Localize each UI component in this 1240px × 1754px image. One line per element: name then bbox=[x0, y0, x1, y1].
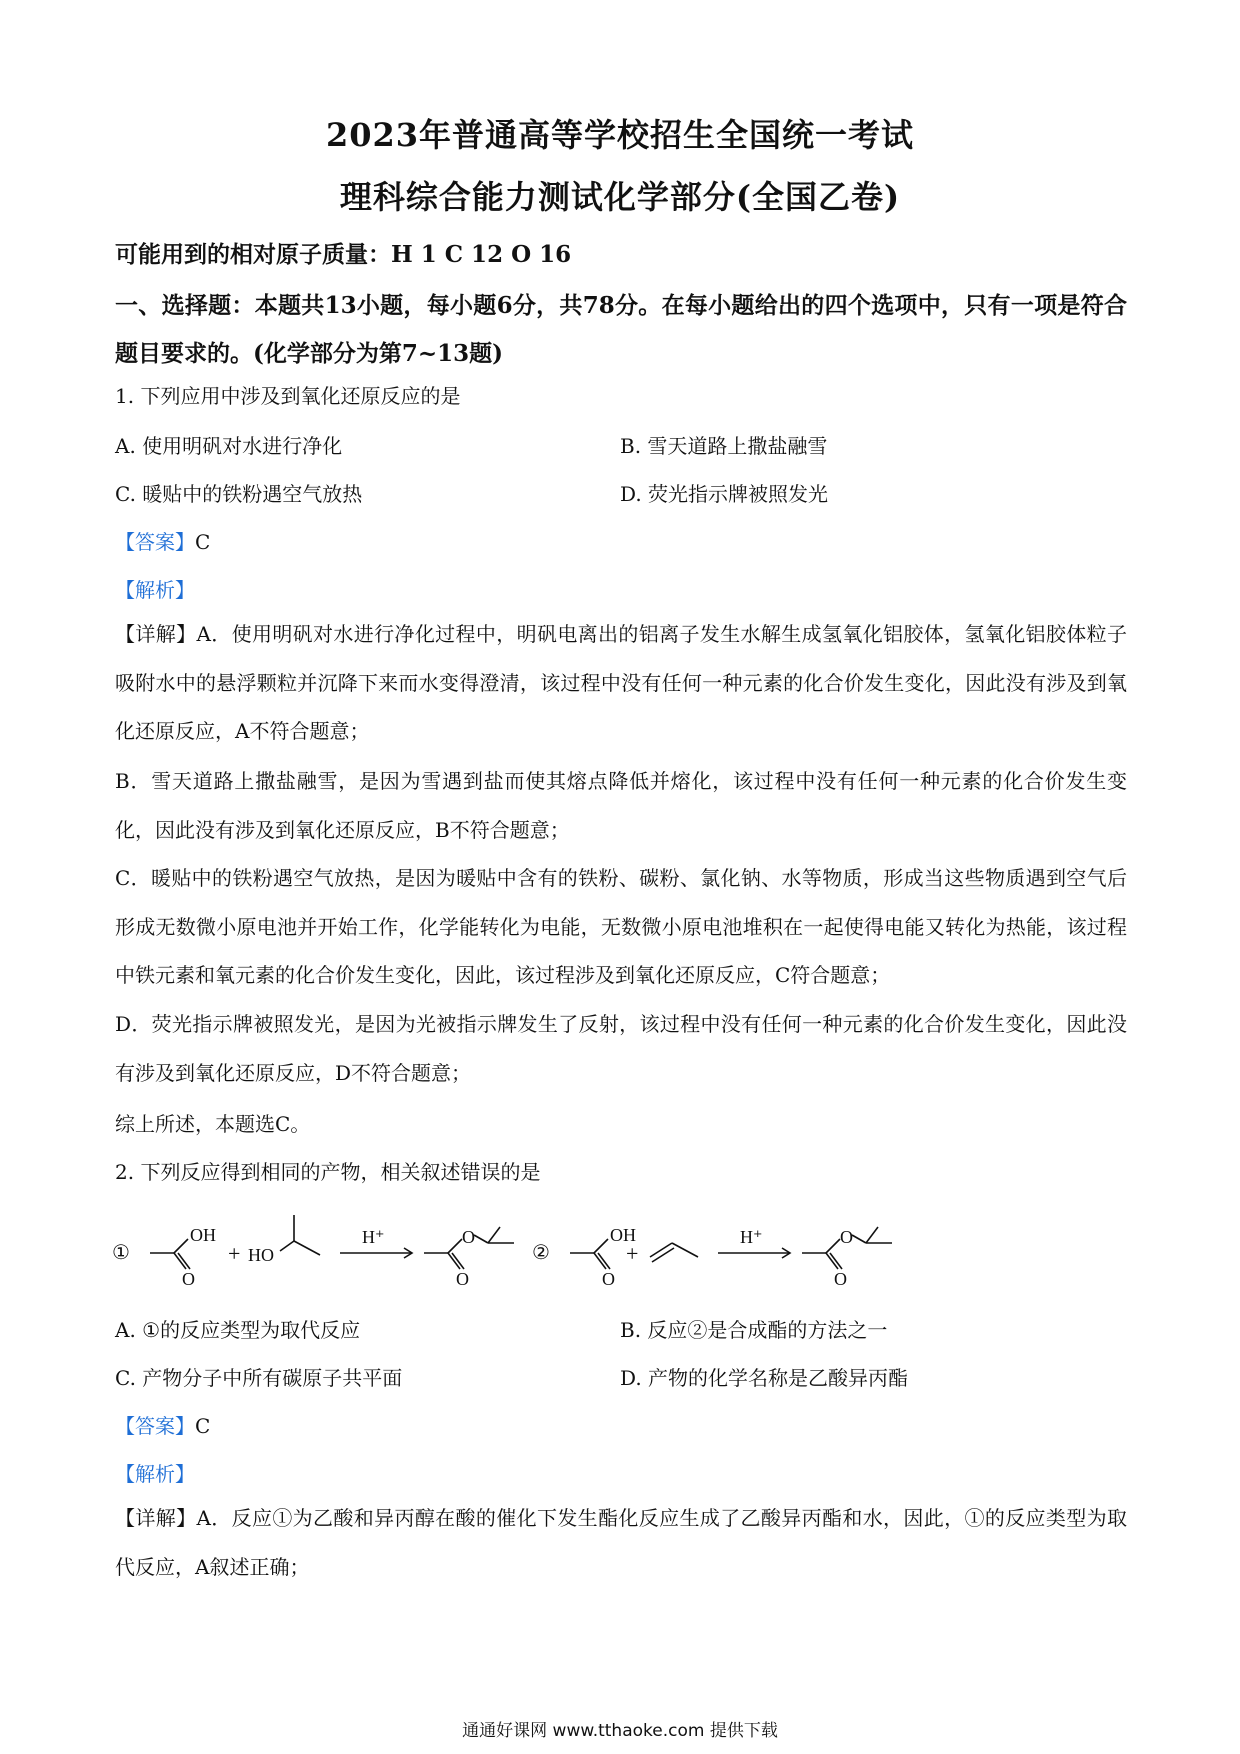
answer-tag-2: 【答案】 bbox=[115, 1414, 195, 1438]
atomic-masses: 可能用到的相对原子质量：H 1 C 12 O 16 bbox=[115, 241, 572, 268]
q1-stem: 1. 下列应用中涉及到氧化还原反应的是 bbox=[115, 384, 461, 408]
acetic-acid-structure-2 bbox=[570, 1239, 610, 1269]
exam-title: 2023年普通高等学校招生全国统一考试 bbox=[325, 116, 915, 154]
q2-option-b: B. 反应②是合成酯的方法之一 bbox=[620, 1318, 888, 1342]
carbonyl-o-label-1: O bbox=[456, 1269, 469, 1289]
q2-option-c: C. 产物分子中所有碳原子共平面 bbox=[115, 1366, 403, 1390]
detail-tag: 【详解】 bbox=[115, 622, 197, 646]
q2-analysis-tag bbox=[115, 1458, 195, 1487]
detail-a-text: A．使用明矾对水进行净化过程中，明矾电离出的铝离子发生水解生成氢氧化铝胶体，氢氧化铝胶体粒子吸附水中的悬浮颗粒并沉降下来而水变得澄清，该过程中没有任何一种元素的化合价发生变化，因此没有涉及到氧化还原反应，A不符合题意； bbox=[115, 622, 1127, 743]
q1-detail-c: C．暖贴中的铁粉遇空气放热，是因为暖贴中含有的铁粉、碳粉、氯化钠、水等物质，形成当这些物质遇到空气后形成无数微小原电池并开始工作，化学能转化为电能，无数微小原电池堆积在一起使得电能又转化为热能，该过程中铁元素和氧元素的化合价发生变化，因此，该过程涉及到氧化还原反应，C符合题意； bbox=[115, 866, 1127, 987]
plus-sign-2: + bbox=[626, 1241, 639, 1266]
q1-summary: 综上所述，本题选C。 bbox=[115, 1112, 311, 1136]
q2-option-d: D. 产物的化学名称是乙酸异丙酯 bbox=[620, 1366, 909, 1390]
section-heading: 一、选择题：本题共13小题，每小题6分，共78分。在每小题给出的四个选项中，只有一项是符合题目要求的。(化学部分为第7~13题) bbox=[115, 292, 1127, 367]
carbonyl-o-label-2: O bbox=[834, 1269, 847, 1289]
plus-sign-1: + bbox=[228, 1241, 241, 1266]
answer-value: C bbox=[195, 530, 211, 554]
reaction-2-label: ② bbox=[532, 1242, 550, 1264]
q1-detail-a bbox=[115, 610, 1127, 756]
q1-analysis-tag bbox=[115, 574, 195, 603]
acetic-acid-structure bbox=[150, 1239, 190, 1269]
q1-answer bbox=[115, 526, 210, 555]
q1-detail-d: D．荧光指示牌被照发光，是因为光被指示牌发生了反射，该过程中没有任何一种元素的化合价发生变化，因此没有涉及到氧化还原反应，D不符合题意； bbox=[115, 1012, 1127, 1085]
oh-label-2: OH bbox=[610, 1225, 636, 1245]
propene-structure bbox=[650, 1243, 698, 1262]
arrow-2 bbox=[718, 1248, 790, 1258]
reaction-scheme bbox=[112, 1215, 1012, 1305]
o-label-1: O bbox=[182, 1269, 195, 1289]
page-footer: 通通好课网 www.tthaoke.com 提供下载 bbox=[462, 1721, 778, 1741]
isopropanol-structure bbox=[280, 1215, 320, 1255]
q1-detail-b: B．雪天道路上撒盐融雪，是因为雪遇到盐而使其熔点降低并熔化，该过程中没有任何一种元素的化合价发生变化，因此没有涉及到氧化还原反应，B不符合题意； bbox=[115, 769, 1127, 842]
analysis-tag-2: 【解析】 bbox=[115, 1462, 195, 1486]
arrow-1 bbox=[340, 1248, 412, 1258]
detail-a-text-2: A．反应①为乙酸和异丙醇在酸的催化下发生酯化反应生成了乙酸异丙酯和水，因此，①的反应类型为取代反应，A叙述正确； bbox=[115, 1506, 1127, 1579]
q1-option-a: A. 使用明矾对水进行净化 bbox=[115, 434, 343, 458]
q1-option-c: C. 暖贴中的铁粉遇空气放热 bbox=[115, 482, 363, 506]
q2-answer bbox=[115, 1410, 210, 1439]
q1-option-d: D. 荧光指示牌被照发光 bbox=[620, 482, 829, 506]
answer-tag: 【答案】 bbox=[115, 530, 195, 554]
answer-value-2: C bbox=[195, 1414, 211, 1438]
detail-tag-2: 【详解】 bbox=[115, 1506, 197, 1530]
exam-subtitle: 理科综合能力测试化学部分(全国乙卷) bbox=[339, 178, 901, 216]
ester-o-label-2: O bbox=[840, 1227, 853, 1247]
catalyst-label-2: H⁺ bbox=[740, 1227, 763, 1247]
ho-label: HO bbox=[248, 1245, 274, 1265]
catalyst-label-1: H⁺ bbox=[362, 1227, 385, 1247]
analysis-tag: 【解析】 bbox=[115, 578, 195, 602]
oh-label-1: OH bbox=[190, 1225, 216, 1245]
q1-option-b: B. 雪天道路上撒盐融雪 bbox=[620, 434, 828, 458]
reaction-1-label: ① bbox=[112, 1242, 130, 1264]
q2-stem: 2. 下列反应得到相同的产物，相关叙述错误的是 bbox=[115, 1160, 541, 1184]
q2-option-a: A. ①的反应类型为取代反应 bbox=[115, 1318, 361, 1342]
ester-o-label-1: O bbox=[462, 1227, 475, 1247]
q2-detail-a bbox=[115, 1494, 1127, 1591]
o-label-2: O bbox=[602, 1269, 615, 1289]
